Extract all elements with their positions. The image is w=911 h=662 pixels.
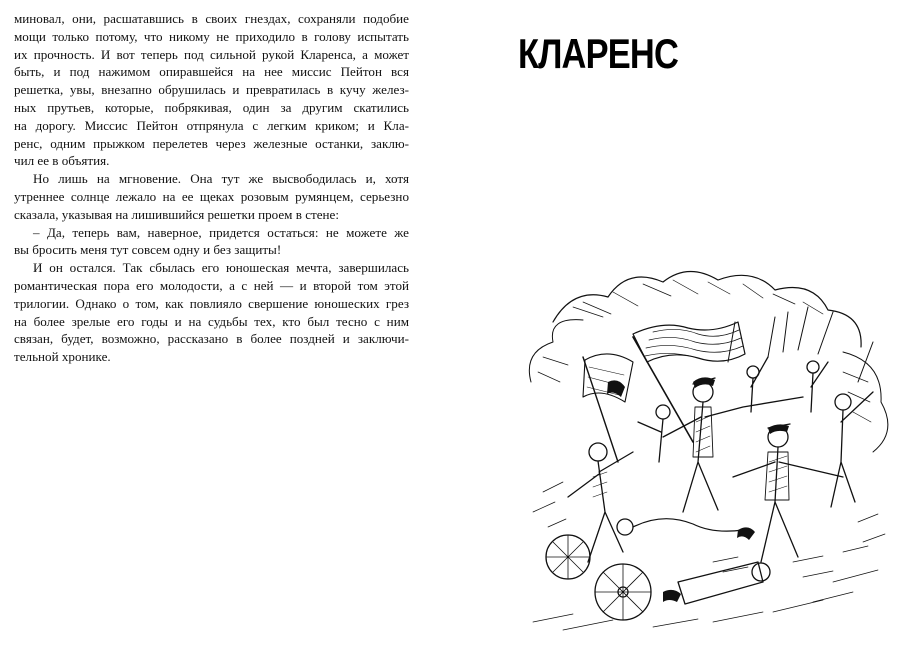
text-line: трилогии. Однако о том, как повлияло свершение юношеских грез bbox=[14, 295, 409, 311]
text-line: на дорогу. Миссис Пейтон отпрянула с легким криком; и Кла- bbox=[14, 117, 409, 133]
left-flag-pole bbox=[583, 357, 618, 462]
text-line: решетка, увы, внезапно обрушилась и превратилась в кучу желез- bbox=[14, 82, 409, 98]
text-line: мощи только потому, что никому не приходило в голову испытать bbox=[14, 28, 409, 44]
text-line: на более зрелые его годы и на судьбы тех, кто был тесно с ним bbox=[14, 313, 409, 329]
text-line: ренс, одним прыжком перелетев через железные останки, заклю- bbox=[14, 135, 409, 151]
cannon bbox=[546, 535, 770, 620]
chapter-title: КЛАРЕНС bbox=[518, 30, 679, 77]
text-line: Но лишь на мгновение. Она тут же высвободилась и, хотя bbox=[33, 171, 409, 187]
body-text bbox=[14, 10, 409, 366]
right-page bbox=[455, 0, 911, 662]
text-line: тельной хронике. bbox=[14, 349, 111, 365]
text-line: быть, и под нажимом опиравшейся на нее миссис Пейтон вся bbox=[14, 64, 409, 80]
text-line: вы бросить меня тут совсем одну и без защиты! bbox=[14, 242, 282, 258]
battle-sketch-svg bbox=[513, 262, 898, 647]
text-line: чил ее в объятия. bbox=[14, 153, 110, 169]
smoke-cloud bbox=[529, 320, 583, 382]
text-line: романтическая пора его молодости, а с ней — и второй том этой bbox=[14, 277, 409, 293]
text-line: И он остался. Так сбылась его юношеская мечта, завершилась bbox=[33, 260, 409, 276]
text-line: их прочность. И вот теперь под сильной рукой Кларенса, а может bbox=[14, 46, 409, 62]
smoke-hatching bbox=[538, 280, 871, 422]
battle-illustration bbox=[513, 262, 898, 647]
left-page bbox=[0, 0, 455, 662]
smoke-cloud bbox=[843, 352, 888, 452]
flag-stripes bbox=[645, 329, 743, 358]
text-line: миновал, они, расшатавшись в своих гнездах, сохраняли подобие bbox=[14, 11, 409, 26]
ink-shadows bbox=[607, 377, 789, 602]
uniform-shading bbox=[593, 416, 787, 497]
text-line: сказала, указывая на лишившийся решетки проем в стене: bbox=[14, 206, 340, 222]
text-line: связан, будет, возможно, рассказано в более поздней и заключи- bbox=[14, 331, 409, 347]
text-line: ных прутьев, которые, побрякивая, один за другим скатились bbox=[14, 99, 409, 115]
text-line: утреннее солнце лежало на ее щеках розовым румянцем, серьезно bbox=[14, 188, 409, 204]
text-line: – Да, теперь вам, наверное, придется остаться: не можете же bbox=[33, 224, 409, 240]
